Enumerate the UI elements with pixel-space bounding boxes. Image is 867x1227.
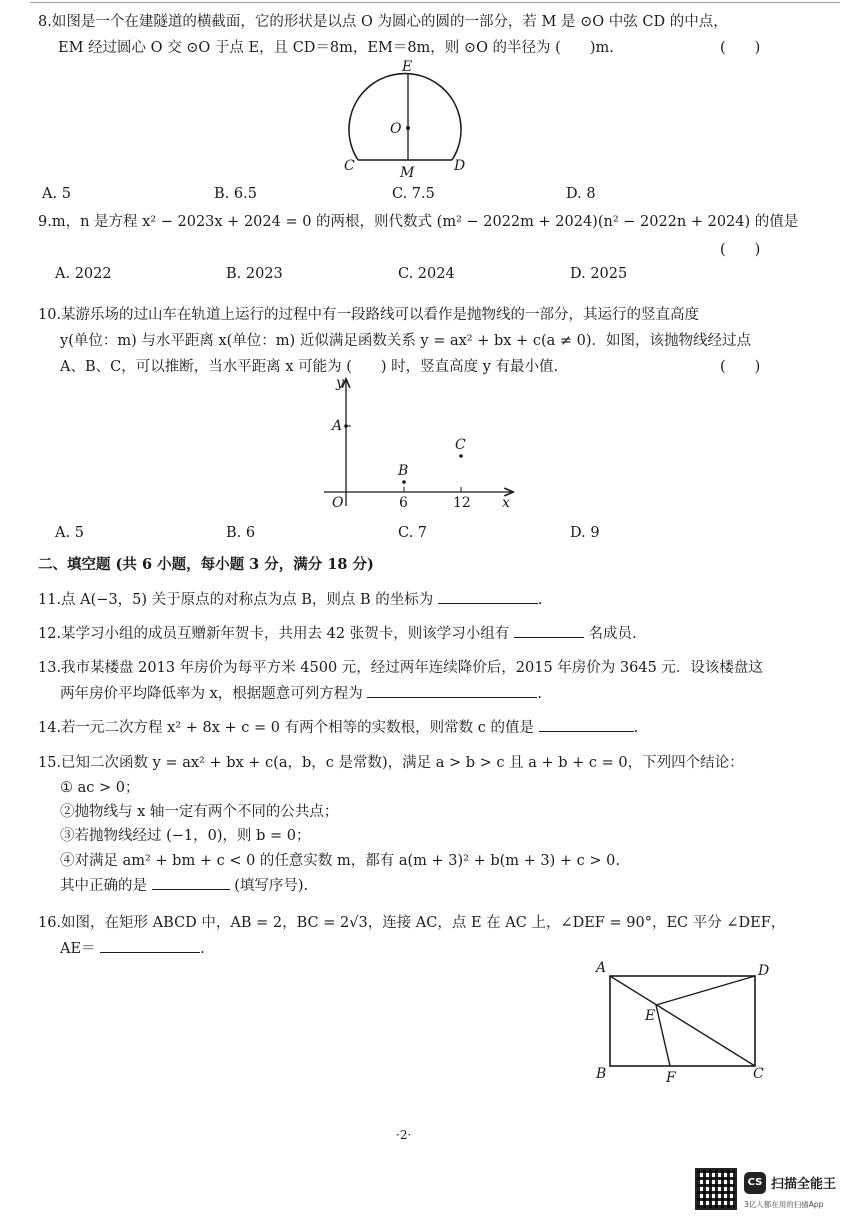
q9-option-b: B. 2023 (226, 266, 283, 282)
q10-option-a: A. 5 (55, 525, 84, 541)
q8-line2: EM 经过圆心 O 交 ⊙O 于点 E，且 CD＝8m，EM＝8m，则 ⊙O 的半径为 ( )m. (58, 40, 614, 56)
q10-line3: A、B、C，可以推断，当水平距离 x 可能为 ( ) 时，竖直高度 y 有最小值. (60, 359, 559, 375)
q14-prompt: 14.若一元二次方程 x² + 8x + c = 0 有两个相等的实数根，则常数 c 的值是 (38, 720, 534, 736)
q13-answer-blank[interactable] (367, 683, 537, 698)
q15-answer-blank[interactable] (152, 875, 230, 890)
q12-text (38, 622, 637, 643)
q16-line2 (60, 937, 205, 958)
q16-rectangle-figure (590, 958, 780, 1088)
camscanner-subtitle: 3亿人都在用的扫描App (744, 1200, 824, 1209)
q12-suffix: 名成员. (588, 626, 637, 642)
label-b: B (398, 463, 409, 479)
q16-suffix: . (200, 941, 205, 957)
label-x: x (502, 495, 510, 511)
q8-line1: 8.如图是一个在建隧道的横截面，它的形状是以点 O 为圆心的圆的一部分，若 M 是 ⊙O 中弦 CD 的中点， (38, 14, 728, 30)
label-e: E (402, 59, 413, 75)
label-y: y (336, 375, 344, 391)
q16-line1: 16.如图，在矩形 ABCD 中，AB = 2，BC = 2√3，连接 AC，点 E 在 AC 上，∠DEF = 90°，EC 平分 ∠DEF， (38, 915, 786, 931)
segment-ed (656, 976, 755, 1005)
q15-item3: ③若抛物线经过 (−1，0)，则 b = 0； (60, 828, 311, 844)
q11-suffix: . (537, 592, 543, 608)
q10-option-d: D. 9 (570, 525, 600, 541)
q16-prompt: AE＝ (60, 941, 96, 957)
q11-answer-blank[interactable] (438, 589, 538, 604)
label-b: B (596, 1066, 607, 1082)
camscanner-name: 扫描全能王 (771, 1177, 837, 1192)
q15-line1: 15.已知二次函数 y = ax² + bx + c(a，b，c 是常数)，满足 a > b > c 且 a + b + c = 0，下列四个结论： (38, 755, 744, 771)
q15-suffix: (填写序号). (234, 878, 309, 894)
q10-answer-paren: ( ) (720, 359, 761, 375)
label-m: M (400, 165, 415, 181)
q15-conclusion (60, 874, 308, 895)
q10-coordinate-figure (318, 372, 518, 512)
q14-answer-blank[interactable] (539, 717, 634, 732)
q11-text (38, 588, 543, 609)
label-origin: O (332, 495, 344, 511)
q14-suffix: . (633, 720, 639, 736)
label-d: D (758, 963, 770, 979)
label-e: E (645, 1008, 656, 1024)
q15-item2: ②抛物线与 x 轴一定有两个不同的公共点； (60, 804, 339, 820)
q9-option-c: C. 2024 (398, 266, 455, 282)
q13-line1: 13.我市某楼盘 2013 年房价为每平方米 4500 元，经过两年连续降价后，2015 年房价为 3645 元．设该楼盘这 (38, 660, 763, 676)
q8-option-a: A. 5 (42, 186, 71, 202)
tick-label-12: 12 (453, 495, 471, 511)
q12-prompt: 12.某学习小组的成员互赠新年贺卡，共用去 42 张贺卡，则该学习小组有 (38, 626, 510, 642)
q16-answer-blank[interactable] (100, 938, 200, 953)
q15-item4: ④对满足 am² + bm + c < 0 的任意实数 m，都有 a(m + 3)² + b(m + 3) + c > 0. (60, 853, 620, 869)
tunnel-arc (349, 74, 461, 160)
q10-option-b: B. 6 (226, 525, 256, 541)
qr-code (695, 1168, 737, 1210)
label-d: D (454, 158, 466, 174)
top-rule (30, 2, 840, 3)
q13-suffix: . (537, 686, 543, 702)
page-number: ·2· (396, 1128, 412, 1142)
label-c: C (455, 437, 466, 453)
diagonal-ac (610, 976, 755, 1066)
q13-line2 (60, 682, 542, 703)
q8-option-b: B. 6.5 (214, 186, 257, 202)
segment-ef (656, 1005, 670, 1066)
q8-answer-paren: ( ) (720, 40, 761, 56)
point-a (344, 424, 348, 428)
q8-option-d: D. 8 (566, 186, 596, 202)
label-c: C (753, 1066, 764, 1082)
label-o: O (390, 121, 402, 137)
q13-prompt: 两年房价平均降低率为 x，根据题意可列方程为 (60, 686, 363, 702)
q10-line2: y(单位：m) 与水平距离 x(单位：m) 近似满足函数关系 y = ax² + bx + c(a ≠ 0)．如图，该抛物线经过点 (60, 333, 751, 349)
label-a: A (332, 418, 343, 434)
q15-prompt: 其中正确的是 (60, 878, 147, 894)
point-b (402, 480, 406, 484)
label-f: F (666, 1070, 676, 1086)
label-a: A (596, 960, 607, 976)
q12-answer-blank[interactable] (514, 623, 584, 638)
tick-label-6: 6 (399, 495, 408, 511)
q11-prompt: 11.点 A(−3，5) 关于原点的对称点为点 B，则点 B 的坐标为 (38, 592, 434, 608)
point-c (459, 454, 463, 458)
q9-option-d: D. 2025 (570, 266, 628, 282)
q9-option-a: A. 2022 (55, 266, 112, 282)
q8-tunnel-figure (340, 60, 470, 180)
label-c: C (344, 158, 355, 174)
q8-option-c: C. 7.5 (392, 186, 435, 202)
q9-line1: 9.m，n 是方程 x² − 2023x + 2024 = 0 的两根，则代数式 (m² − 2022m + 2024)(n² − 2022n + 2024) 的值是 (38, 214, 799, 230)
q10-line1: 10.某游乐场的过山车在轨道上运行的过程中有一段路线可以看作是抛物线的一部分，其运行的竖直高度 (38, 307, 700, 323)
q10-option-c: C. 7 (398, 525, 428, 541)
q15-item1: ① ac > 0； (60, 780, 140, 796)
section2-title: 二、填空题 (共 6 小题，每小题 3 分，满分 18 分) (38, 556, 374, 573)
q9-answer-paren: ( ) (720, 242, 761, 258)
center-o-dot (406, 126, 410, 130)
camscanner-logo: CS (744, 1172, 766, 1194)
q14-text (38, 716, 638, 737)
